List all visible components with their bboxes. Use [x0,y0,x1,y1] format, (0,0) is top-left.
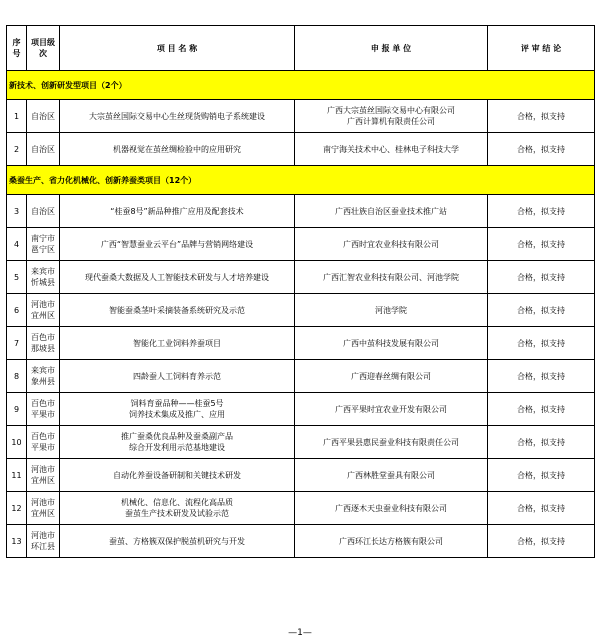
cell-unit [295,294,488,327]
cell-level-line: 宜州区 [31,311,55,320]
cell-unit [295,228,488,261]
cell-no: 8 [7,360,27,393]
cell-unit-line: 广西平果县惠民蚕业科技有限责任公司 [323,437,459,447]
cell-level-line: 河池市 [31,498,55,507]
cell-name-line: 智能化工业饲料养蚕项目 [133,338,221,348]
table-row [7,426,595,459]
cell-level [27,393,60,426]
cell-conclusion: 合格，拟支持 [488,195,595,228]
cell-level-line: 象州县 [31,377,55,386]
project-review-table [6,25,595,558]
cell-name-line: 机器视觉在茧丝绸检验中的应用研究 [113,144,241,154]
cell-level [27,261,60,294]
cell-level [27,294,60,327]
cell-name [60,360,295,393]
table-row [7,525,595,558]
table-row [7,133,595,166]
cell-conclusion: 合格，拟支持 [488,525,595,558]
table-row [7,228,595,261]
cell-conclusion: 合格，拟支持 [488,100,595,133]
cell-level-line: 百色市 [31,432,55,441]
cell-name-line: 蚕茧、方格簇双保护脱茧机研究与开发 [109,536,245,546]
cell-no: 4 [7,228,27,261]
cell-unit-line: 南宁海关技术中心、桂林电子科技大学 [323,144,459,154]
cell-name [60,133,295,166]
table-row [7,327,595,360]
cell-unit-line: 广西逐木天虫蚕业科技有限公司 [335,503,447,513]
cell-name [60,228,295,261]
cell-no: 11 [7,459,27,492]
cell-name [60,327,295,360]
cell-no: 12 [7,492,27,525]
cell-name [60,525,295,558]
cell-unit [295,261,488,294]
cell-unit-line: 广西壮族自治区蚕业技术推广站 [335,206,447,216]
cell-name-line: “桂蚕8号”新品种推广应用及配套技术 [110,206,244,216]
cell-name [60,294,295,327]
cell-no: 7 [7,327,27,360]
section-title: 新技术、创新研发型项目（2个） [7,71,595,100]
cell-name [60,492,295,525]
cell-unit [295,100,488,133]
cell-no: 3 [7,195,27,228]
cell-name-line: 现代蚕桑大数据及人工智能技术研发与人才培养建设 [85,272,269,282]
cell-unit [295,327,488,360]
cell-name [60,261,295,294]
cell-level-line: 平果市 [31,410,55,419]
cell-unit [295,195,488,228]
cell-name [60,100,295,133]
table-row [7,492,595,525]
page-number: —1— [288,628,312,638]
cell-conclusion: 合格，拟支持 [488,492,595,525]
cell-level-line: 平果市 [31,443,55,452]
header-no: 序号 [7,26,27,71]
cell-level [27,100,60,133]
cell-level-line: 来宾市 [31,366,55,375]
cell-level-line: 自治区 [31,144,55,154]
cell-level-line: 河池市 [31,300,55,309]
cell-unit-line: 广西中茧科技发展有限公司 [343,338,439,348]
cell-unit [295,459,488,492]
cell-no: 5 [7,261,27,294]
cell-name [60,393,295,426]
cell-no: 9 [7,393,27,426]
cell-level-line: 那坡县 [31,344,55,353]
cell-unit [295,426,488,459]
cell-level [27,228,60,261]
cell-conclusion: 合格，拟支持 [488,459,595,492]
table-row [7,261,595,294]
cell-level [27,525,60,558]
cell-unit [295,393,488,426]
cell-level-line: 百色市 [31,333,55,342]
cell-name-line: 大宗茧丝国际交易中心生丝现货购销电子系统建设 [89,111,265,121]
cell-conclusion: 合格，拟支持 [488,294,595,327]
cell-level-line: 百色市 [31,399,55,408]
cell-name-line: 四龄蚕人工饲料育养示范 [133,371,221,381]
cell-name-line: 机械化、信息化、流程化高品质 [121,498,233,507]
cell-level-line: 河池市 [31,465,55,474]
cell-level-line: 来宾市 [31,267,55,276]
cell-conclusion: 合格，拟支持 [488,360,595,393]
cell-no: 1 [7,100,27,133]
cell-level-line: 宜州区 [31,476,55,485]
cell-level [27,426,60,459]
cell-level-line: 自治区 [31,111,55,121]
cell-conclusion: 合格，拟支持 [488,228,595,261]
cell-level-line: 忻城县 [31,278,55,287]
cell-level-line: 邕宁区 [31,245,55,254]
cell-level-line: 南宁市 [31,234,55,243]
cell-level [27,195,60,228]
cell-level-line: 河池市 [31,531,55,540]
cell-conclusion: 合格，拟支持 [488,426,595,459]
table-row [7,195,595,228]
table-row [7,294,595,327]
section-header [7,166,595,195]
table-row [7,393,595,426]
cell-conclusion: 合格，拟支持 [488,133,595,166]
cell-name-line: 饲养技术集成及推广、应用 [129,410,225,419]
cell-level-line: 环江县 [31,542,55,551]
cell-name-line: 广西“智慧蚕业云平台”品牌与营销网络建设 [100,239,254,249]
cell-name-line: 推广蚕桑优良品种及蚕桑副产品 [121,432,233,441]
cell-unit-line: 广西平果时宜农业开发有限公司 [335,404,447,414]
cell-no: 2 [7,133,27,166]
cell-name-line: 综合开发利用示范基地建设 [129,443,225,452]
cell-unit [295,133,488,166]
cell-unit [295,525,488,558]
section-header [7,71,595,100]
cell-unit-line: 广西时宜农业科技有限公司 [343,239,439,249]
cell-name-line: 蚕茧生产技术研发及试验示范 [125,509,229,518]
cell-level-line: 自治区 [31,206,55,216]
table-row [7,360,595,393]
cell-unit-line: 广西大宗茧丝国际交易中心有限公司 [327,106,455,115]
cell-unit-line: 广西迎春丝绸有限公司 [351,371,431,381]
section-title: 桑蚕生产、省力化机械化、创新养蚕类项目（12个） [7,166,595,195]
cell-no: 10 [7,426,27,459]
header-unit: 申 报 单 位 [295,26,488,71]
cell-name [60,195,295,228]
cell-level [27,327,60,360]
header-level: 项目级次 [27,26,60,71]
cell-unit-line: 广西林胜堂蚕具有限公司 [347,470,435,480]
cell-level [27,492,60,525]
cell-level-line: 宜州区 [31,509,55,518]
table-row [7,459,595,492]
cell-unit [295,360,488,393]
cell-name-line: 智能蚕桑茎叶采摘装备系统研究及示范 [109,305,245,315]
cell-no: 13 [7,525,27,558]
table-body [7,71,595,558]
cell-level [27,459,60,492]
header-row [7,26,595,71]
cell-level [27,360,60,393]
cell-unit-line: 广西计算机有限责任公司 [347,117,435,126]
cell-conclusion: 合格，拟支持 [488,393,595,426]
cell-name-line: 自动化养蚕设备研制和关键技术研发 [113,470,241,480]
cell-unit-line: 广西环江长达方格簇有限公司 [339,536,443,546]
cell-unit-line: 河池学院 [375,305,407,315]
cell-level [27,133,60,166]
cell-name [60,459,295,492]
table-row [7,100,595,133]
header-name: 项 目 名 称 [60,26,295,71]
cell-unit-line: 广西汇智农业科技有限公司、河池学院 [323,272,459,282]
cell-conclusion: 合格，拟支持 [488,327,595,360]
cell-unit [295,492,488,525]
cell-name [60,426,295,459]
header-conclusion: 评 审 结 论 [488,26,595,71]
cell-conclusion: 合格，拟支持 [488,261,595,294]
cell-name-line: 饲料育蚕品种——桂蚕5号 [130,399,224,408]
cell-no: 6 [7,294,27,327]
